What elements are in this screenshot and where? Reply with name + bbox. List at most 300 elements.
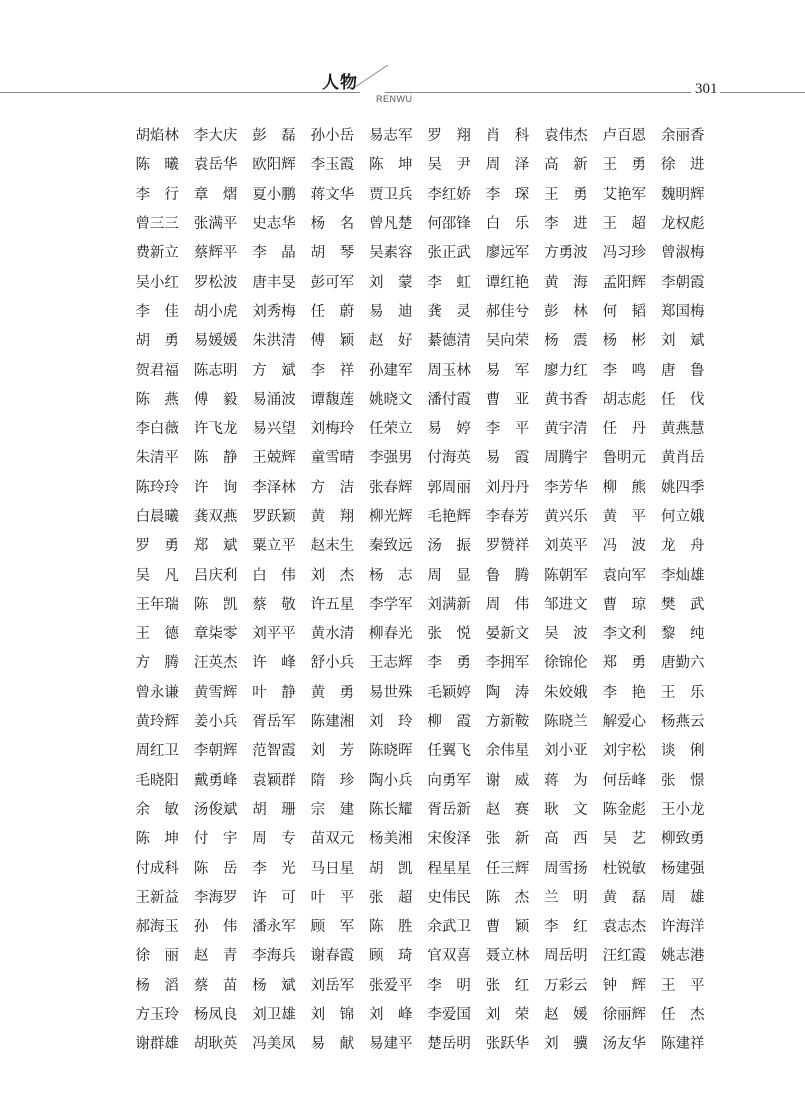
person-name: 余武卫 (427, 919, 471, 936)
person-name: 王 乐 (660, 684, 705, 701)
person-name: 王 勇 (544, 186, 588, 203)
person-name: 潘永军 (252, 919, 296, 936)
person-name: 曾永谦 (135, 684, 179, 701)
person-name: 张满平 (193, 216, 238, 233)
person-name: 马日星 (310, 860, 355, 877)
person-name: 黄 翔 (310, 509, 355, 525)
person-name: 陈 凯 (193, 596, 238, 613)
person-name: 柳 霞 (427, 714, 471, 731)
person-name: 李 祥 (310, 362, 355, 379)
person-name: 刘丹丹 (485, 479, 530, 496)
person-name: 彭可军 (310, 274, 355, 291)
person-name: 廖力红 (544, 362, 588, 379)
person-name: 陈 坤 (369, 157, 413, 174)
person-name: 何邵锋 (427, 216, 471, 233)
person-name: 蒋 为 (544, 772, 588, 789)
person-name: 李 晶 (252, 245, 296, 262)
person-name: 徐锦伦 (544, 655, 588, 672)
person-name: 柳春光 (369, 626, 413, 643)
person-name: 傅 毅 (193, 391, 238, 408)
person-name: 李灿雄 (660, 567, 705, 584)
person-name: 钟 辉 (602, 977, 647, 994)
person-name: 易涌波 (252, 391, 296, 408)
person-name: 顾 琦 (369, 948, 413, 965)
person-name: 龚 灵 (427, 303, 471, 320)
person-name: 王 超 (602, 216, 647, 233)
person-name: 付 宇 (193, 831, 238, 848)
person-name: 杨 志 (369, 567, 413, 584)
person-name: 冯美凤 (252, 1036, 296, 1053)
person-name: 肖 科 (485, 128, 530, 145)
person-name: 贺君福 (135, 362, 179, 379)
person-name: 袁颖群 (252, 772, 296, 789)
person-name: 蔡 苗 (193, 977, 238, 994)
section-title: 人物 (322, 73, 358, 93)
person-name: 杜锐敏 (602, 860, 647, 877)
person-name: 刘平平 (252, 626, 296, 643)
person-name: 綦德清 (427, 333, 471, 350)
person-name: 樊 武 (660, 596, 705, 613)
person-name: 余 敏 (135, 801, 179, 818)
person-name: 王 平 (660, 977, 705, 994)
person-name: 解爱心 (602, 714, 647, 731)
person-name: 曹 亚 (485, 391, 530, 408)
person-name: 李 进 (544, 216, 588, 233)
person-name: 龙权彪 (660, 216, 705, 233)
person-name: 姚志港 (660, 948, 705, 965)
person-name: 刘岳军 (310, 977, 355, 994)
person-name: 赵 好 (369, 333, 413, 350)
person-name: 隋 珍 (310, 772, 355, 789)
person-name: 李 虹 (427, 274, 471, 291)
person-name: 赵 媛 (544, 1007, 588, 1024)
person-name: 付海英 (427, 450, 471, 467)
header-rule-slash (353, 65, 388, 89)
person-name: 吕庆利 (193, 567, 238, 584)
person-name: 徐 丽 (135, 948, 179, 965)
person-name: 黄宇清 (544, 421, 588, 438)
person-name: 白 伟 (252, 567, 296, 584)
person-name: 刘 杰 (310, 567, 355, 584)
person-name: 易 婷 (427, 421, 471, 438)
person-name: 罗赞祥 (485, 538, 530, 555)
person-name: 许 询 (193, 479, 238, 496)
person-name: 晏新文 (485, 626, 530, 643)
person-name: 李 红 (544, 919, 588, 936)
person-name: 李爱国 (427, 1007, 471, 1024)
person-name: 胥岳军 (252, 714, 296, 731)
person-name: 谢群雄 (135, 1036, 179, 1053)
person-name: 许 可 (252, 889, 296, 906)
person-name: 毛颖婷 (427, 684, 471, 701)
person-name: 朱姣娥 (544, 684, 588, 701)
person-name: 黄 平 (602, 509, 647, 525)
person-name: 陈金彪 (602, 801, 647, 818)
person-name: 程星星 (427, 860, 471, 877)
person-name: 谢 威 (485, 772, 530, 789)
person-name: 李 勇 (427, 655, 471, 672)
person-name: 刘 蒙 (369, 274, 413, 291)
person-name: 刘秀梅 (252, 303, 296, 320)
person-name: 邹进文 (544, 596, 588, 613)
person-name: 李 明 (427, 977, 471, 994)
person-name: 陈长耀 (369, 801, 413, 818)
person-name: 任 伐 (660, 391, 705, 408)
person-name: 任 杰 (660, 1007, 705, 1024)
person-name: 杨 名 (310, 216, 355, 233)
header-rule-tail (720, 92, 805, 93)
person-name: 袁志杰 (602, 919, 647, 936)
person-name: 张 悦 (427, 626, 471, 643)
person-name: 付成科 (135, 860, 179, 877)
person-name: 任 丹 (602, 421, 647, 438)
person-name: 刘 荣 (485, 1007, 530, 1024)
person-name: 李强男 (369, 450, 413, 467)
person-name: 赵末生 (310, 538, 355, 555)
person-name: 黄 勇 (310, 684, 355, 701)
person-name: 徐 进 (660, 157, 705, 174)
person-name: 黄 海 (544, 274, 588, 291)
person-name: 袁岳华 (193, 157, 238, 174)
name-list (128, 120, 712, 1058)
person-name: 罗 翔 (427, 128, 471, 145)
person-name: 易 献 (310, 1036, 355, 1053)
person-name: 汤俊斌 (193, 801, 238, 818)
person-name: 罗 勇 (135, 538, 179, 555)
person-name: 任翼飞 (427, 743, 471, 760)
person-name: 赵 赛 (485, 801, 530, 818)
person-name: 张爱平 (369, 977, 413, 994)
person-name: 陈建祥 (660, 1036, 705, 1053)
person-name: 陈 坤 (135, 831, 179, 848)
person-name: 姚四季 (660, 479, 705, 496)
person-name: 黄 磊 (602, 889, 647, 906)
person-name: 王小龙 (660, 801, 705, 818)
person-name: 苗双元 (310, 831, 355, 848)
person-name: 孙建军 (369, 362, 413, 379)
person-name: 姜小兵 (193, 714, 238, 731)
person-name: 李海罗 (193, 889, 238, 906)
person-name: 陶小兵 (369, 772, 413, 789)
person-name: 余丽香 (660, 128, 705, 145)
person-name: 蒋文华 (310, 186, 355, 203)
person-name: 郑 勇 (602, 655, 647, 672)
person-name: 贾卫兵 (369, 186, 413, 203)
header-rule-left (0, 92, 360, 93)
person-name: 罗跃颖 (252, 509, 296, 525)
person-name: 周玉林 (427, 362, 471, 379)
person-name: 李红娇 (427, 186, 471, 203)
person-name: 方新鞍 (485, 714, 530, 731)
person-name: 刘 锦 (310, 1007, 355, 1024)
person-name: 王 勇 (602, 157, 647, 174)
person-name: 方 斌 (252, 362, 296, 379)
person-name: 刘 峰 (369, 1007, 413, 1024)
person-name: 刘英平 (544, 538, 588, 555)
person-name: 叶 静 (252, 684, 296, 701)
person-name: 谈 俐 (660, 743, 705, 760)
person-name: 黄兴乐 (544, 509, 588, 525)
person-name: 曹 颖 (485, 919, 530, 936)
person-name: 曾三三 (135, 216, 179, 233)
person-name: 郑 斌 (193, 538, 238, 555)
person-name: 高 新 (544, 157, 588, 174)
person-name: 李泽林 (252, 479, 296, 496)
person-name: 周 泽 (485, 157, 530, 174)
person-name: 万彩云 (544, 977, 588, 994)
person-name: 黎 纯 (660, 626, 705, 643)
person-name: 朱洪清 (252, 333, 296, 350)
person-name: 黄水清 (310, 626, 355, 643)
person-name: 谢春霞 (310, 948, 355, 965)
person-name: 胥岳新 (427, 801, 471, 818)
person-name: 范智霞 (252, 743, 296, 760)
person-name: 吴 波 (544, 626, 588, 643)
person-name: 李 平 (485, 421, 530, 438)
person-name: 陈 胜 (369, 919, 413, 936)
person-name: 顾 军 (310, 919, 355, 936)
person-name: 白 乐 (485, 216, 530, 233)
person-name: 陈 静 (193, 450, 238, 467)
person-name: 易志军 (369, 128, 413, 145)
person-name: 叶 平 (310, 889, 355, 906)
person-name: 冯习珍 (602, 245, 647, 262)
person-name: 刘 斌 (660, 333, 705, 350)
person-name: 曹 琼 (602, 596, 647, 613)
person-name: 袁向军 (602, 567, 647, 584)
person-name: 何岳峰 (602, 772, 647, 789)
person-name: 张正武 (427, 245, 471, 262)
person-name: 陈志明 (193, 362, 238, 379)
person-name: 刘小亚 (544, 743, 588, 760)
person-name: 李 琛 (485, 186, 530, 203)
person-name: 胡志彪 (602, 391, 647, 408)
person-name: 曾淑梅 (660, 245, 705, 262)
person-name: 吴向荣 (485, 333, 530, 350)
person-name: 欧阳辉 (252, 157, 296, 174)
person-name: 胡焰林 (135, 128, 179, 145)
person-name: 粟立平 (252, 538, 296, 555)
person-name: 胡小虎 (193, 303, 238, 320)
person-name: 戴勇峰 (193, 772, 238, 789)
person-name: 艾艳军 (602, 186, 647, 203)
person-name: 易 霞 (485, 450, 530, 467)
person-name: 任三辉 (485, 860, 530, 877)
person-name: 周 显 (427, 567, 471, 584)
person-name: 张 新 (485, 831, 530, 848)
person-name: 陈建湘 (310, 714, 355, 731)
person-name: 张 憬 (660, 772, 705, 789)
person-name: 许飞龙 (193, 421, 238, 438)
person-name: 孙小岳 (310, 128, 355, 145)
person-name: 李 艳 (602, 684, 647, 701)
person-name: 章柒零 (193, 626, 238, 643)
person-name: 吴小红 (135, 274, 179, 291)
person-name: 刘卫雄 (252, 1007, 296, 1024)
person-name: 赵 青 (193, 948, 238, 965)
person-name: 陈玲玲 (135, 479, 179, 496)
person-name: 胡 勇 (135, 333, 179, 350)
person-name: 汤友华 (602, 1036, 647, 1053)
person-name: 王新益 (135, 889, 179, 906)
person-name: 黄玲辉 (135, 714, 179, 731)
person-name: 毛艳辉 (427, 509, 471, 525)
person-name: 孟阳辉 (602, 274, 647, 291)
person-name: 杨美湘 (369, 831, 413, 848)
person-name: 耿 文 (544, 801, 588, 818)
person-name: 方勇波 (544, 245, 588, 262)
person-name: 易兴望 (252, 421, 296, 438)
person-name: 蔡辉平 (193, 245, 238, 262)
person-name: 彭 林 (544, 303, 588, 320)
person-name: 李白薇 (135, 421, 179, 438)
person-name: 周腾宇 (544, 450, 588, 467)
person-name: 吴素容 (369, 245, 413, 262)
person-name: 周 雄 (660, 889, 705, 906)
person-name: 官双喜 (427, 948, 471, 965)
person-name: 周红卫 (135, 743, 179, 760)
person-name: 周 专 (252, 831, 296, 848)
person-name: 方 腾 (135, 655, 179, 672)
person-name: 袁伟杰 (544, 128, 588, 145)
person-name: 李 光 (252, 860, 296, 877)
person-name: 陈 曦 (135, 157, 179, 174)
person-name: 陈 岳 (193, 860, 238, 877)
person-name: 李拥军 (485, 655, 530, 672)
person-name: 周雪扬 (544, 860, 588, 877)
person-name: 方 洁 (310, 479, 355, 496)
person-name: 许海洋 (660, 919, 705, 936)
person-name: 李 行 (135, 186, 179, 203)
person-name: 王兢辉 (252, 450, 296, 467)
person-name: 史志华 (252, 216, 296, 233)
person-name: 杨 斌 (252, 977, 296, 994)
person-name: 姚晓文 (369, 391, 413, 408)
person-name: 杨建强 (660, 860, 705, 877)
person-name: 高 西 (544, 831, 588, 848)
person-name: 罗松波 (193, 274, 238, 291)
person-name: 谭馥莲 (310, 391, 355, 408)
person-name: 任荣立 (369, 421, 413, 438)
person-name: 方玉玲 (135, 1007, 179, 1024)
person-name: 秦致远 (369, 538, 413, 555)
section-title-pinyin: RENWU (376, 94, 413, 104)
person-name: 郝海玉 (135, 919, 179, 936)
person-name: 胡耿英 (193, 1036, 238, 1053)
person-name: 白晨曦 (135, 509, 179, 525)
person-name: 胡 琴 (310, 245, 355, 262)
person-name: 余伟星 (485, 743, 530, 760)
person-name: 吴 艺 (602, 831, 647, 848)
person-name: 王 德 (135, 626, 179, 643)
person-name: 张 红 (485, 977, 530, 994)
running-header (0, 0, 805, 110)
person-name: 张 超 (369, 889, 413, 906)
person-name: 杨 滔 (135, 977, 179, 994)
person-name: 易 军 (485, 362, 530, 379)
person-name: 杨燕云 (660, 714, 705, 731)
person-name: 杨 震 (544, 333, 588, 350)
person-name: 李学军 (369, 596, 413, 613)
person-name: 刘 玲 (369, 714, 413, 731)
person-name: 李 鸣 (602, 362, 647, 379)
person-name: 聂立林 (485, 948, 530, 965)
person-name: 李文利 (602, 626, 647, 643)
person-name: 徐丽辉 (602, 1007, 647, 1024)
person-name: 易世殊 (369, 684, 413, 701)
person-name: 郑国梅 (660, 303, 705, 320)
person-name: 楚岳明 (427, 1036, 471, 1053)
person-name: 曾凡楚 (369, 216, 413, 233)
person-name: 龙 舟 (660, 538, 705, 555)
page-number: 301 (695, 81, 718, 97)
person-name: 黄肖岳 (660, 450, 705, 467)
person-name: 李大庆 (193, 128, 238, 145)
person-name: 陈晓晖 (369, 743, 413, 760)
person-name: 何立娥 (660, 509, 705, 525)
person-name: 杨 彬 (602, 333, 647, 350)
person-name: 杨凤良 (193, 1007, 238, 1024)
person-name: 汤 振 (427, 538, 471, 555)
person-name: 谭红艳 (485, 274, 530, 291)
person-name: 刘 骥 (544, 1036, 588, 1053)
person-name: 许 峰 (252, 655, 296, 672)
person-name: 郭周丽 (427, 479, 471, 496)
person-name: 周岳明 (544, 948, 588, 965)
person-name: 李春芳 (485, 509, 530, 525)
person-name: 黄书香 (544, 391, 588, 408)
person-name: 陶 涛 (485, 684, 530, 701)
person-name: 李海兵 (252, 948, 296, 965)
person-name: 傅 颖 (310, 333, 355, 350)
person-name: 章 熠 (193, 186, 238, 203)
person-name: 鲁明元 (602, 450, 647, 467)
person-name: 宗 建 (310, 801, 355, 818)
person-name: 胡 凯 (369, 860, 413, 877)
person-name: 许五星 (310, 596, 355, 613)
person-name: 费新立 (135, 245, 179, 262)
person-name: 柳致勇 (660, 831, 705, 848)
person-name: 陈 杰 (485, 889, 530, 906)
person-name: 李朝霞 (660, 274, 705, 291)
header-rule-right (385, 92, 691, 93)
person-name: 刘满新 (427, 596, 471, 613)
person-name: 宋俊泽 (427, 831, 471, 848)
person-name: 吴 尹 (427, 157, 471, 174)
person-name: 黄雪辉 (193, 684, 238, 701)
person-name: 柳 熊 (602, 479, 647, 496)
person-name: 毛晓阳 (135, 772, 179, 789)
person-name: 周 伟 (485, 596, 530, 613)
person-name: 唐丰旻 (252, 274, 296, 291)
person-name: 张跃华 (485, 1036, 530, 1053)
person-name: 朱清平 (135, 450, 179, 467)
person-name: 易 迪 (369, 303, 413, 320)
person-name: 龚双燕 (193, 509, 238, 525)
person-name: 唐 鲁 (660, 362, 705, 379)
person-name: 汪红霞 (602, 948, 647, 965)
person-name: 孙 伟 (193, 919, 238, 936)
person-name: 李朝辉 (193, 743, 238, 760)
person-name: 王年瑞 (135, 596, 179, 613)
person-name: 易媛媛 (193, 333, 238, 350)
person-name: 陈晓兰 (544, 714, 588, 731)
person-name: 刘 芳 (310, 743, 355, 760)
person-name: 李玉霞 (310, 157, 355, 174)
person-name: 胡 珊 (252, 801, 296, 818)
person-name: 张春辉 (369, 479, 413, 496)
person-name: 王志辉 (369, 655, 413, 672)
